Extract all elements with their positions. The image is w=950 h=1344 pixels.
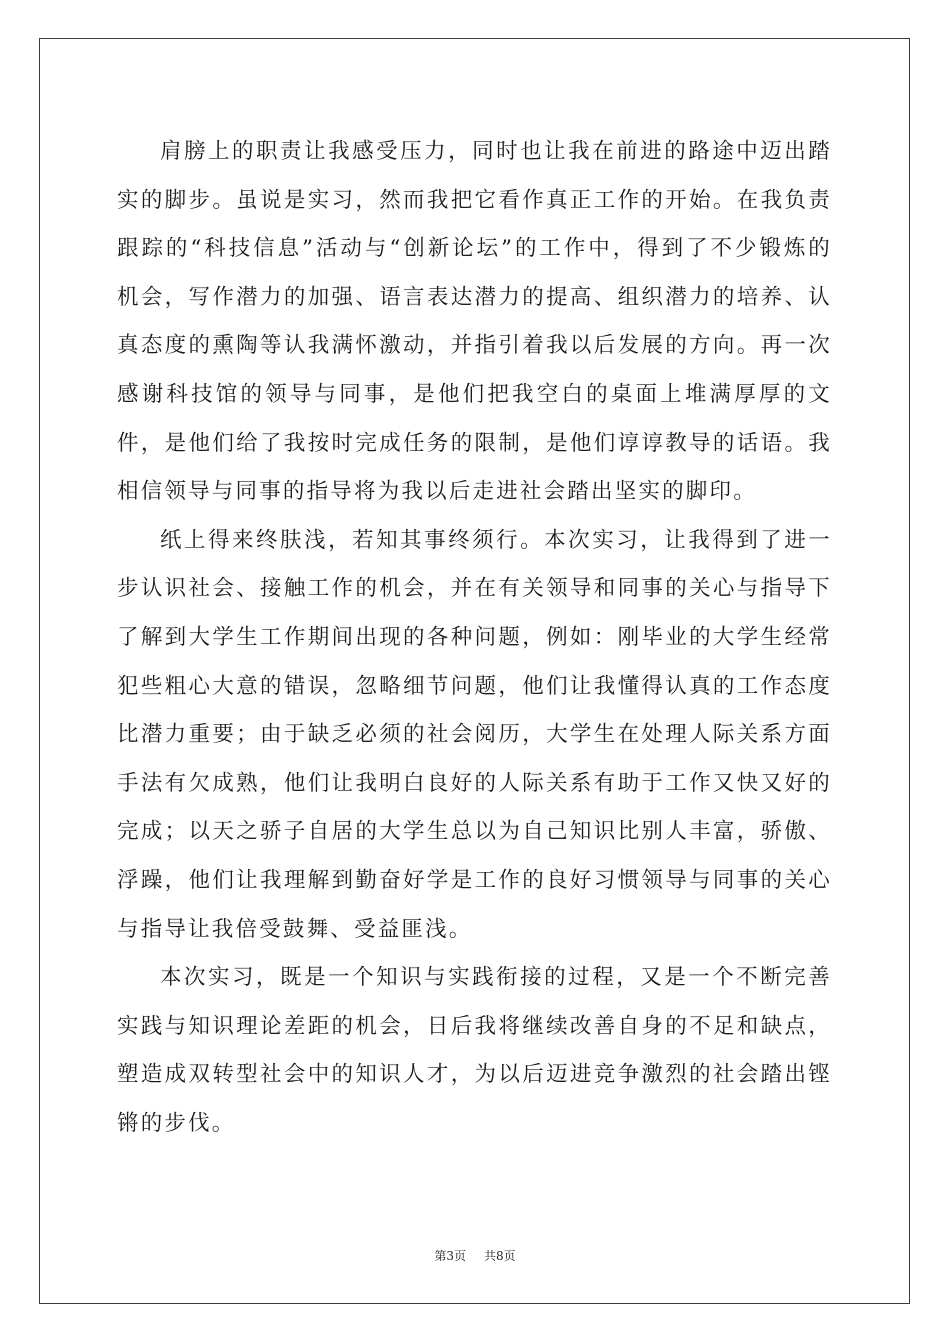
paragraph-2: 纸上得来终肤浅，若知其事终须行。本次实习，让我得到了进一步认识社会、接触工作的机会，并在有关领导和同事的关心与指导下了解到大学生工作期间出现的各种问题，例如：刚毕业的大学生经常犯些粗心大意的错误，忽略细节问题，他们让我懂得认真的工作态度比潜力重要；由于缺乏必须的社会阅历，大学生在处理人际关系方面手法有欠成熟，他们让我明白良好的人际关系有助于工作又快又好的完成；以天之骄子自居的大学生总以为自己知识比别人丰富，骄傲、浮躁，他们让我理解到勤奋好学是工作的良好习惯领导与同事的关心与指导让我倍受鼓舞、受益匪浅。 xyxy=(117,527,832,942)
page-footer xyxy=(0,1248,950,1264)
page-number: 第3页 xyxy=(434,1249,466,1263)
page-total: 共8页 xyxy=(484,1249,516,1263)
paragraph-1: 肩膀上的职责让我感受压力，同时也让我在前进的路途中迈出踏实的脚步。虽说是实习，然而我把它看作真正工作的开始。在我负责跟踪的“科技信息”活动与“创新论坛”的工作中，得到了不少锻炼的机会，写作潜力的加强、语言表达潜力的提高、组织潜力的培养、认真态度的熏陶等认我满怀激动，并指引着我以后发展的方向。再一次感谢科技馆的领导与同事，是他们把我空白的桌面上堆满厚厚的文件，是他们给了我按时完成任务的限制，是他们谆谆教导的话语。我相信领导与同事的指导将为我以后走进社会踏出坚实的脚印。 xyxy=(117,139,832,505)
paragraph-3: 本次实习，既是一个知识与实践衔接的过程，又是一个不断完善实践与知识理论差距的机会，日后我将继续改善自身的不足和缺点，塑造成双转型社会中的知识人才，为以后迈进竞争激烈的社会踏出铿锵的步伐。 xyxy=(117,965,832,1136)
document-body xyxy=(117,128,832,1148)
